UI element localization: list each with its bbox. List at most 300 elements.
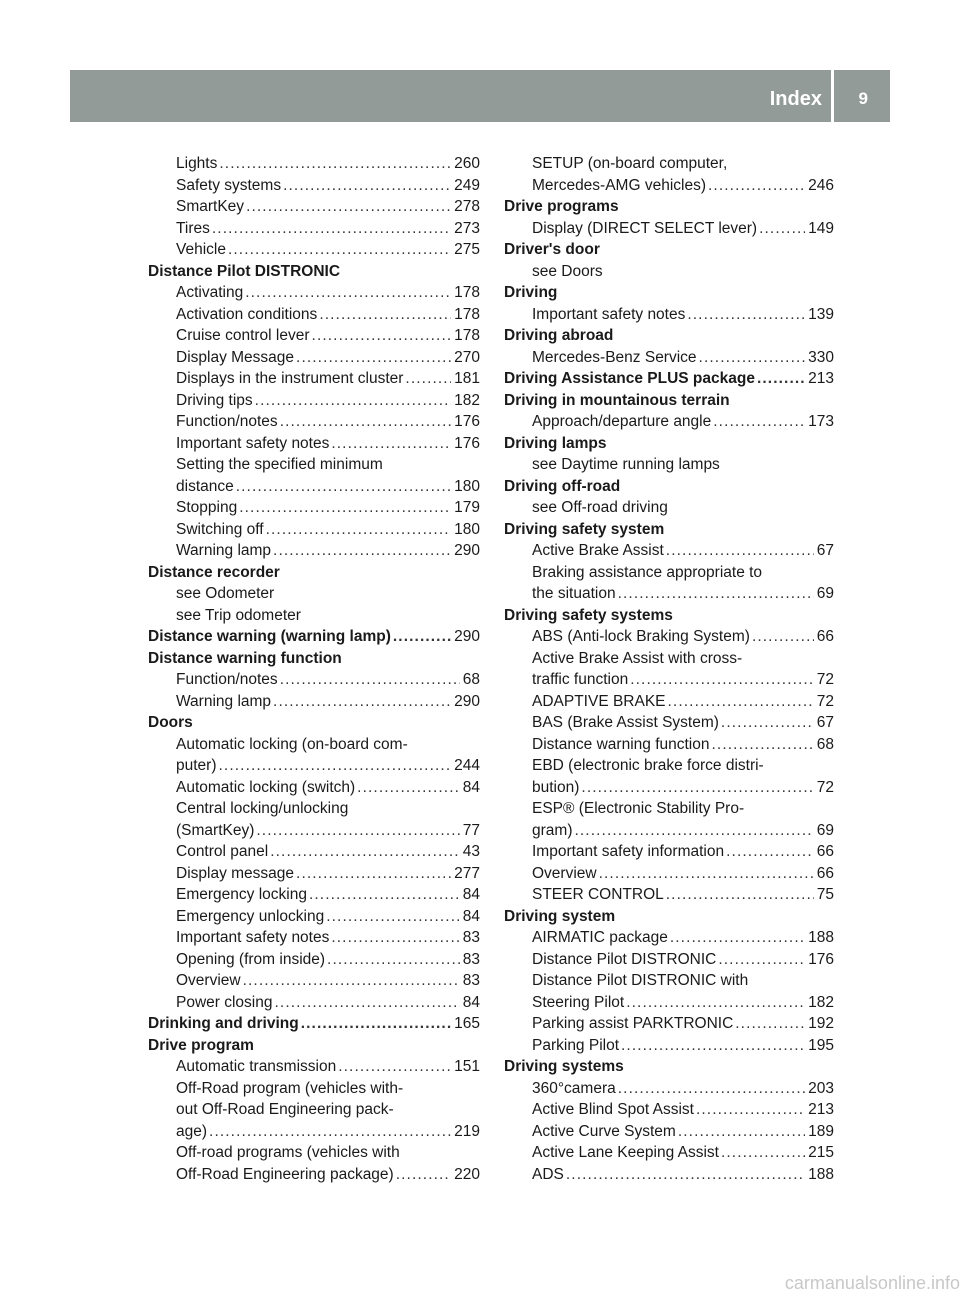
dot-leader <box>301 1013 451 1035</box>
entry-text: ADAPTIVE BRAKE <box>532 692 666 710</box>
index-heading <box>148 712 480 734</box>
entry-text: Braking assistance appropriate to <box>532 563 763 581</box>
entry-text: Displays in the instrument cluster <box>176 370 404 387</box>
index-heading <box>504 282 834 304</box>
index-entry <box>504 1142 834 1164</box>
entry-text: Distance Pilot DISTRONIC <box>148 262 341 280</box>
index-entry <box>148 970 480 992</box>
index-entry <box>148 1142 480 1164</box>
index-entry <box>148 1099 480 1121</box>
page-ref: 69 <box>816 585 834 602</box>
entry-text: Function/notes <box>176 413 278 430</box>
entry-text: Function/notes <box>176 671 278 688</box>
page-ref: 213 <box>808 370 834 387</box>
entry-text: Cruise control lever <box>176 327 310 344</box>
dot-leader <box>708 175 805 197</box>
entry-text: Opening (from inside) <box>176 950 326 968</box>
entry-text: Tires <box>176 219 210 237</box>
dot-leader <box>599 863 814 885</box>
index-entry <box>504 583 834 605</box>
page-ref: 67 <box>816 714 834 731</box>
index-entry <box>148 820 480 842</box>
entry-text: Distance warning (warning lamp) <box>148 628 391 645</box>
entry-text: Distance recorder <box>148 563 280 581</box>
index-entry <box>148 927 480 949</box>
dot-leader <box>312 325 452 347</box>
page-ref: 189 <box>808 1122 834 1140</box>
dot-leader <box>273 540 451 562</box>
page-ref: 249 <box>454 176 480 194</box>
entry-text: Driving tips <box>176 391 253 409</box>
dot-leader <box>618 1078 805 1100</box>
page-ref: 84 <box>462 993 480 1011</box>
entry-text: Driving safety system <box>504 520 665 538</box>
page-ref: 182 <box>808 993 834 1011</box>
entry-text: Driving abroad <box>504 327 614 344</box>
page-ref: 176 <box>808 950 834 968</box>
entry-text: Switching off <box>176 520 264 538</box>
dot-leader <box>678 1121 805 1143</box>
entry-text: Important safety information <box>532 843 725 860</box>
index-entry <box>504 497 834 519</box>
dot-leader <box>357 777 460 799</box>
index-entry <box>504 712 834 734</box>
entry-text: Warning lamp <box>176 542 272 559</box>
index-heading <box>504 368 834 390</box>
page-ref: 270 <box>454 348 480 366</box>
index-entry <box>504 347 834 369</box>
dot-leader <box>296 347 451 369</box>
dot-leader <box>718 949 805 971</box>
entry-text: Central locking/unlocking <box>176 800 349 817</box>
index-entry <box>504 798 834 820</box>
entry-text: Active Curve System <box>532 1122 676 1140</box>
entry-text: Display Message <box>176 348 295 366</box>
dot-leader <box>687 304 805 326</box>
entry-text: Approach/departure angle <box>532 413 712 430</box>
entry-text: EBD (electronic brake force distri- <box>532 757 764 774</box>
page-ref: 72 <box>816 671 834 688</box>
index-heading <box>504 519 834 541</box>
entry-text: Mercedes-Benz Service <box>532 348 697 366</box>
index-entry <box>504 669 834 691</box>
page-header <box>70 70 890 122</box>
entry-text: Distance warning function <box>532 735 710 753</box>
index-entry <box>504 626 834 648</box>
index-entry <box>504 970 834 992</box>
page-ref: 83 <box>462 929 480 946</box>
page-ref: 277 <box>454 864 480 882</box>
index-heading <box>504 1056 834 1078</box>
index-entry <box>504 863 834 885</box>
index-entry <box>148 949 480 971</box>
index-heading <box>504 325 834 347</box>
index-entry <box>148 992 480 1014</box>
dot-leader <box>280 411 451 433</box>
index-entry <box>504 175 834 197</box>
dot-leader <box>626 992 805 1014</box>
index-entry <box>148 1164 480 1186</box>
index-entry <box>504 884 834 906</box>
page-ref: 77 <box>462 821 480 839</box>
entry-text: Drive program <box>148 1036 254 1054</box>
page-ref: 84 <box>462 886 480 903</box>
entry-text: Warning lamp <box>176 692 272 710</box>
dot-leader <box>326 906 460 928</box>
page-ref: 68 <box>816 735 834 753</box>
index-entry <box>148 734 480 756</box>
dot-leader <box>273 691 451 713</box>
index-entry <box>148 325 480 347</box>
entry-text: ABS (Anti-lock Braking System) <box>532 628 750 645</box>
index-entry <box>148 153 480 175</box>
index-entry <box>504 1121 834 1143</box>
dot-leader <box>713 411 805 433</box>
entry-text: Active Brake Assist <box>532 542 664 559</box>
dot-leader <box>670 927 805 949</box>
index-entry <box>504 927 834 949</box>
index-entry <box>504 648 834 670</box>
dot-leader <box>726 841 814 863</box>
entry-text: Important safety notes <box>532 305 686 323</box>
index-entry <box>504 755 834 777</box>
dot-leader <box>759 218 805 240</box>
dot-leader <box>696 1099 805 1121</box>
index-entry <box>148 347 480 369</box>
page-ref: 72 <box>816 778 834 796</box>
dot-leader <box>712 734 814 756</box>
page-ref: 69 <box>816 821 834 839</box>
dot-leader <box>666 884 814 906</box>
index-entry <box>504 691 834 713</box>
index-entry <box>148 239 480 261</box>
page-ref: 83 <box>462 972 480 989</box>
entry-text: see Trip odometer <box>176 606 301 624</box>
entry-text: BAS (Brake Assist System) <box>532 714 719 731</box>
dot-leader <box>309 884 460 906</box>
entry-text: gram) <box>532 821 573 839</box>
page-ref: 188 <box>808 1165 834 1183</box>
index-entry <box>504 261 834 283</box>
index-entry <box>148 519 480 541</box>
index-entry <box>148 1121 480 1143</box>
page-ref: 178 <box>454 284 480 301</box>
dot-leader <box>574 820 813 842</box>
entry-text: out Off-Road Engineering pack- <box>176 1101 394 1118</box>
dot-leader <box>331 927 459 949</box>
entry-text: Off-Road program (vehicles with- <box>176 1079 404 1097</box>
page-ref: 176 <box>454 413 480 430</box>
index-entry <box>148 906 480 928</box>
entry-text: Overview <box>176 972 241 989</box>
dot-leader <box>212 218 451 240</box>
page-ref: 173 <box>808 413 834 430</box>
page-ref: 67 <box>816 542 834 559</box>
dot-leader <box>219 153 451 175</box>
index-entry <box>148 798 480 820</box>
entry-text: bution) <box>532 778 580 796</box>
index-entry <box>148 304 480 326</box>
index-heading <box>504 906 834 928</box>
dot-leader <box>236 476 451 498</box>
entry-text: Setting the specified minimum <box>176 456 383 473</box>
index-heading <box>504 605 834 627</box>
entry-text: Active Brake Assist with cross- <box>532 649 743 667</box>
page-ref: 176 <box>454 434 480 452</box>
entry-text: Driving lamps <box>504 434 607 452</box>
entry-text: distance <box>176 477 234 495</box>
entry-text: Distance Pilot DISTRONIC with <box>532 972 749 989</box>
entry-text: see Doors <box>532 262 603 280</box>
index-entry <box>504 304 834 326</box>
page-ref: 290 <box>454 542 480 559</box>
index-heading <box>504 239 834 261</box>
entry-text: Steering Pilot <box>532 993 625 1011</box>
index-heading <box>504 196 834 218</box>
dot-leader <box>396 1164 451 1186</box>
page-ref: 180 <box>454 477 480 495</box>
dot-leader <box>266 519 452 541</box>
entry-text: Activating <box>176 284 244 301</box>
index-entry <box>504 562 834 584</box>
page-ref: 192 <box>808 1015 834 1032</box>
dot-leader <box>666 540 814 562</box>
index-entry <box>148 540 480 562</box>
dot-leader <box>630 669 814 691</box>
entry-text: Off-Road Engineering package) <box>176 1165 394 1183</box>
dot-leader <box>721 1142 805 1164</box>
page-ref: 84 <box>462 778 480 796</box>
entry-text: SETUP (on-board computer, <box>532 155 728 172</box>
page-ref: 178 <box>454 327 480 344</box>
page-ref: 66 <box>816 864 834 882</box>
entry-text: Driving system <box>504 907 616 925</box>
dot-leader <box>270 841 460 863</box>
dot-leader <box>327 949 460 971</box>
page-ref: 139 <box>808 305 834 323</box>
entry-text: SmartKey <box>176 198 245 215</box>
index-entry <box>504 1035 834 1057</box>
entry-text: Stopping <box>176 499 238 516</box>
index-entry <box>148 368 480 390</box>
dot-leader <box>256 820 459 842</box>
dot-leader <box>735 1013 805 1035</box>
page-ref: 75 <box>816 886 834 903</box>
dot-leader <box>280 669 460 691</box>
entry-text: Parking Pilot <box>532 1036 620 1054</box>
page-ref: 290 <box>454 628 480 645</box>
dot-leader <box>239 497 451 519</box>
page-ref: 179 <box>454 499 480 516</box>
section-title: Index <box>769 88 822 110</box>
dot-leader <box>246 196 451 218</box>
dot-leader <box>721 712 814 734</box>
entry-text: Driving <box>504 284 558 301</box>
dot-leader <box>319 304 451 326</box>
entry-text: Driving in mountainous terrain <box>504 391 730 409</box>
index-entry <box>148 476 480 498</box>
entry-text: Overview <box>532 864 597 882</box>
index-entry <box>148 777 480 799</box>
dot-leader <box>581 777 813 799</box>
index-entry <box>148 884 480 906</box>
entry-text: Power closing <box>176 993 273 1011</box>
entry-text: Lights <box>176 155 218 172</box>
entry-text: Emergency locking <box>176 886 307 903</box>
dot-leader <box>331 433 451 455</box>
dot-leader <box>405 368 451 390</box>
entry-text: Drinking and driving <box>148 1015 299 1032</box>
page-ref: 260 <box>454 155 480 172</box>
dot-leader <box>219 755 452 777</box>
page-number: 9 <box>858 89 868 108</box>
page-ref: 244 <box>454 757 480 774</box>
watermark: carmanualsonline.info <box>784 1273 960 1293</box>
page-ref: 181 <box>454 370 480 387</box>
entry-text: see Daytime running lamps <box>532 456 720 473</box>
entry-text: Important safety notes <box>176 434 330 452</box>
dot-leader <box>296 863 451 885</box>
page-ref: 330 <box>808 348 834 366</box>
entry-text: STEER CONTROL <box>532 886 664 903</box>
page-ref: 180 <box>454 520 480 538</box>
index-entry <box>504 820 834 842</box>
page-ref: 215 <box>808 1144 834 1161</box>
entry-text: ADS <box>532 1165 564 1183</box>
index-entry <box>504 1078 834 1100</box>
entry-text: Control panel <box>176 843 269 860</box>
dot-leader <box>668 691 814 713</box>
page-ref: 188 <box>808 929 834 946</box>
index-entry <box>148 669 480 691</box>
entry-text: Driver's door <box>504 241 600 258</box>
index-heading <box>504 433 834 455</box>
index-entry <box>148 390 480 412</box>
index-entry <box>148 841 480 863</box>
index-entry <box>504 777 834 799</box>
entry-text: Automatic locking (switch) <box>176 778 356 796</box>
entry-text: Activation conditions <box>176 305 318 323</box>
entry-text: Display message <box>176 864 295 882</box>
page-ref: 273 <box>454 219 480 237</box>
dot-leader <box>621 1035 805 1057</box>
dot-leader <box>228 239 451 261</box>
entry-text: Distance warning function <box>148 649 342 667</box>
entry-text: (SmartKey) <box>176 821 255 839</box>
page-ref: 182 <box>454 391 480 409</box>
dot-leader <box>393 626 451 648</box>
entry-text: Mercedes-AMG vehicles) <box>532 176 706 194</box>
entry-text: see Off-road driving <box>532 499 668 516</box>
dot-leader <box>338 1056 451 1078</box>
page-ref: 213 <box>808 1101 834 1118</box>
index-entry <box>504 841 834 863</box>
page-ref: 165 <box>454 1015 480 1032</box>
index-entry <box>148 497 480 519</box>
entry-text: see Odometer <box>176 585 275 602</box>
index-entry <box>504 1013 834 1035</box>
index-entry <box>504 153 834 175</box>
page-ref: 220 <box>454 1165 480 1183</box>
dot-leader <box>699 347 806 369</box>
entry-text: Automatic locking (on-board com- <box>176 735 408 753</box>
page-ref: 149 <box>808 219 834 237</box>
entry-text: Parking assist PARKTRONIC <box>532 1015 734 1032</box>
index-entry <box>148 1078 480 1100</box>
entry-text: puter) <box>176 757 217 774</box>
page-ref: 178 <box>454 305 480 323</box>
dot-leader <box>618 583 814 605</box>
page-ref: 66 <box>816 843 834 860</box>
index-entry <box>504 992 834 1014</box>
dot-leader <box>209 1121 451 1143</box>
index-entry <box>148 196 480 218</box>
dot-leader <box>283 175 451 197</box>
index-entry <box>148 755 480 777</box>
page-ref: 275 <box>454 241 480 258</box>
dot-leader <box>757 368 805 390</box>
entry-text: Off-road programs (vehicles with <box>176 1144 400 1161</box>
entry-text: traffic function <box>532 671 629 688</box>
index-entry <box>504 1099 834 1121</box>
dot-leader <box>752 626 814 648</box>
page-ref: 43 <box>462 843 480 860</box>
page-ref: 84 <box>462 907 480 925</box>
page-ref: 83 <box>462 950 480 968</box>
dot-leader <box>255 390 451 412</box>
entry-text: Driving systems <box>504 1058 624 1075</box>
index-column-left <box>148 153 480 1185</box>
index-heading <box>148 562 480 584</box>
entry-text: Vehicle <box>176 241 226 258</box>
index-heading <box>148 1013 480 1035</box>
page-ref: 246 <box>808 176 834 194</box>
entry-text: Driving Assistance PLUS package <box>504 370 755 387</box>
entry-text: Important safety notes <box>176 929 330 946</box>
index-entry <box>148 433 480 455</box>
dot-leader <box>243 970 460 992</box>
entry-text: Active Blind Spot Assist <box>532 1101 694 1118</box>
index-entry <box>148 175 480 197</box>
header-divider <box>831 70 834 122</box>
page-ref: 151 <box>454 1058 480 1075</box>
index-column-right <box>504 153 834 1185</box>
dot-leader <box>245 282 451 304</box>
index-entry <box>148 282 480 304</box>
entry-text: 360°camera <box>532 1079 616 1097</box>
index-entry <box>148 863 480 885</box>
index-entry <box>504 734 834 756</box>
page-ref: 219 <box>454 1122 480 1140</box>
index-heading <box>148 648 480 670</box>
entry-text: the situation <box>532 585 616 602</box>
index-entry <box>504 1164 834 1186</box>
index-entry <box>504 454 834 476</box>
entry-text: Drive programs <box>504 198 619 215</box>
page-ref: 278 <box>454 198 480 215</box>
entry-text: Emergency unlocking <box>176 907 325 925</box>
page-ref: 290 <box>454 692 480 710</box>
entry-text: Doors <box>148 714 193 731</box>
index-heading <box>504 476 834 498</box>
index-entry <box>148 583 480 605</box>
index-entry <box>148 411 480 433</box>
index-heading <box>148 1035 480 1057</box>
entry-text: AIRMATIC package <box>532 929 668 946</box>
entry-text: Safety systems <box>176 176 282 194</box>
index-entry <box>504 218 834 240</box>
page-ref: 203 <box>808 1079 834 1097</box>
